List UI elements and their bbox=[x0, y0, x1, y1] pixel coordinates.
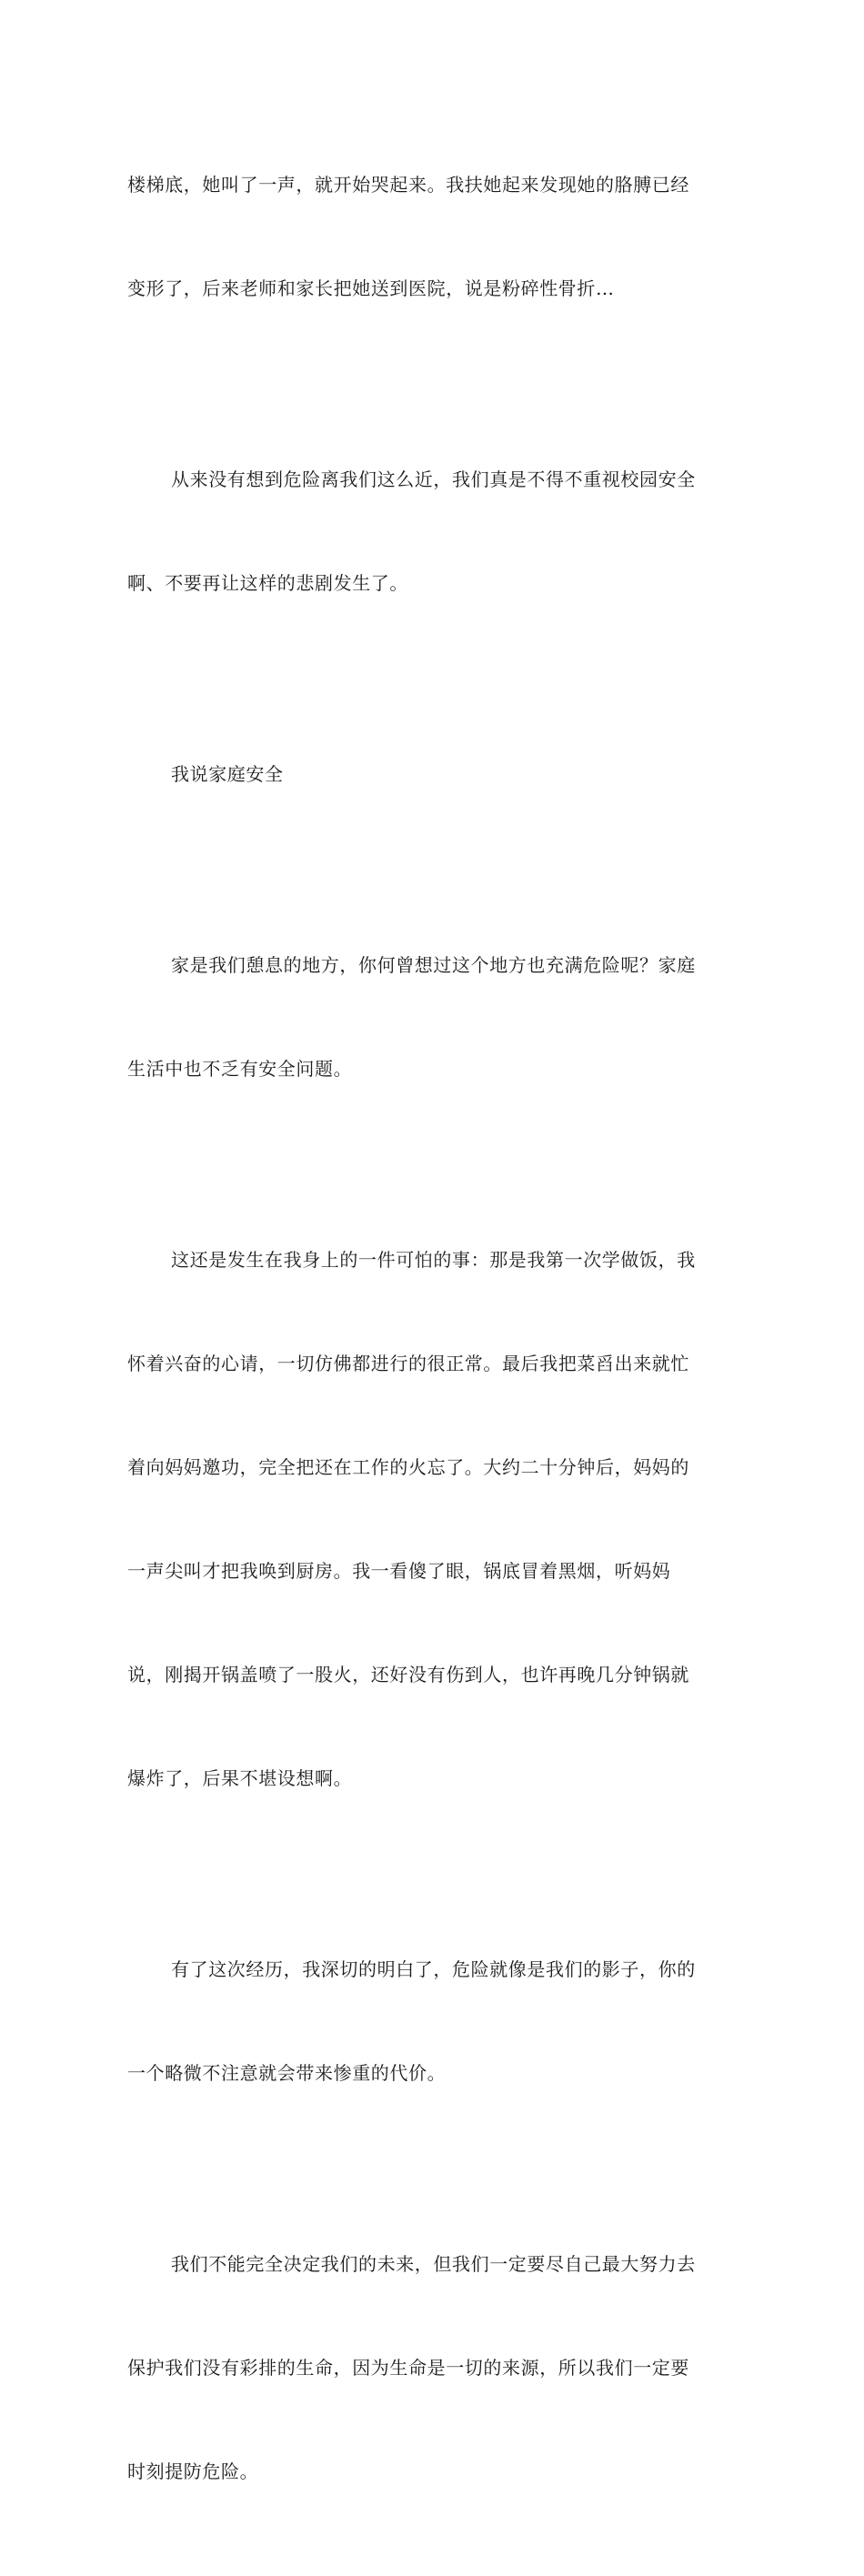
text-line: 怀着兴奋的心请，一切仿佛都进行的很正常。最后我把菜舀出来就忙 bbox=[127, 1353, 689, 1374]
paragraph-1 bbox=[127, 98, 733, 375]
document-body bbox=[127, 98, 733, 2576]
heading-line: 我说家庭安全 bbox=[171, 763, 284, 785]
text-line: 啊、不要再让这样的悲剧发生了。 bbox=[127, 572, 408, 594]
text-line: 一声尖叫才把我唤到厨房。我一看傻了眼，锅底冒着黑烟，听妈妈 bbox=[127, 1560, 671, 1582]
text-line: 从来没有想到危险离我们这么近，我们真是不得不重视校园安全 bbox=[171, 468, 696, 490]
text-line: 楼梯底，她叫了一声，就开始哭起来。我扶她起来发现她的胳膊已经 bbox=[127, 174, 689, 196]
text-line: 说，刚揭开锅盖喷了一股火，还好没有伤到人，也许再晚几分钟锅就 bbox=[127, 1664, 689, 1685]
section-heading-home-safety bbox=[127, 688, 733, 860]
text-line: 一个略微不注意就会带来惨重的代价。 bbox=[127, 2062, 447, 2084]
paragraph-7 bbox=[127, 2178, 733, 2558]
text-line: 家是我们憩息的地方，你何曾想过这个地方也充满危险呢？家庭 bbox=[171, 954, 696, 976]
text-line: 时刻提防危险。 bbox=[127, 2460, 259, 2482]
paragraph-2 bbox=[127, 393, 733, 669]
paragraph-6 bbox=[127, 1883, 733, 2159]
text-line: 生活中也不乏有安全问题。 bbox=[127, 1058, 353, 1080]
text-line: 有了这次经历，我深切的明白了，危险就像是我们的影子，你的 bbox=[171, 1958, 696, 1980]
text-line: 爆炸了，后果不堪设想啊。 bbox=[127, 1767, 353, 1789]
paragraph-4 bbox=[127, 879, 733, 1155]
text-line: 这还是发生在我身上的一件可怕的事：那是我第一次学做饭，我 bbox=[171, 1249, 696, 1271]
text-line: 变形了，后来老师和家长把她送到医院，说是粉碎性骨折… bbox=[127, 277, 615, 299]
text-line: 着向妈妈邀功，完全把还在工作的火忘了。大约二十分钟后，妈妈的 bbox=[127, 1456, 689, 1478]
text-line: 我们不能完全决定我们的未来，但我们一定要尽自己最大努力去 bbox=[171, 2253, 696, 2275]
text-line: 保护我们没有彩排的生命，因为生命是一切的来源，所以我们一定要 bbox=[127, 2357, 689, 2379]
paragraph-5 bbox=[127, 1173, 733, 1865]
